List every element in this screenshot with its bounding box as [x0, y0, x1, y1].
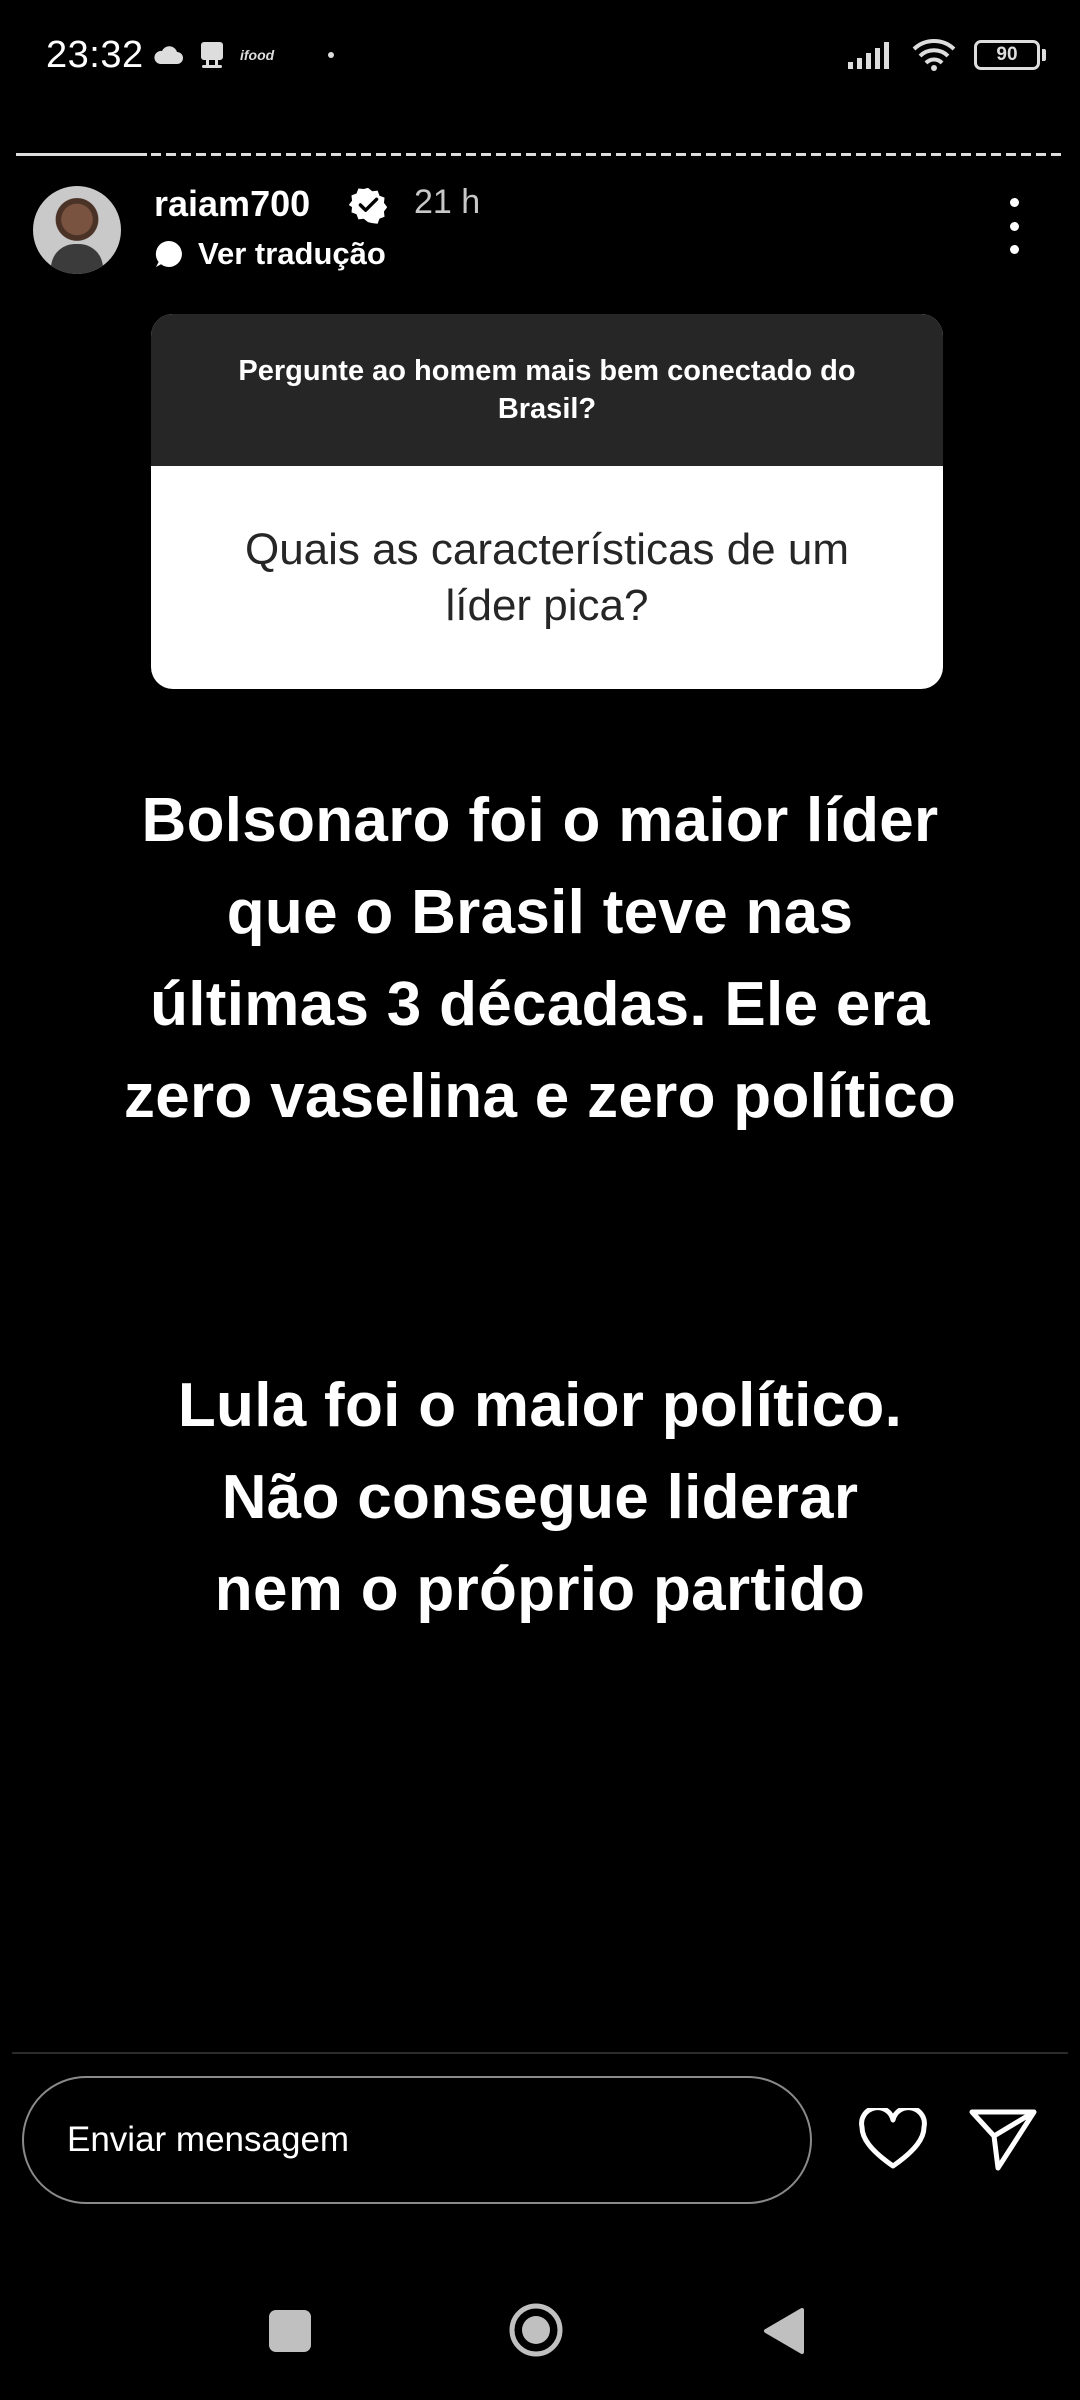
send-message-placeholder: Enviar mensagem	[67, 2120, 350, 2159]
heart-icon[interactable]	[858, 2108, 928, 2172]
more-options-icon[interactable]	[996, 198, 1032, 254]
story-progress-track	[16, 153, 1064, 156]
username[interactable]: raiam700	[154, 183, 311, 224]
status-system-icons	[846, 38, 1040, 72]
story-time: 21 h	[414, 183, 481, 221]
divider	[12, 2052, 1068, 2054]
see-translation-link[interactable]	[154, 236, 386, 272]
more-notifications-dot	[328, 52, 334, 58]
translate-bubble-icon	[154, 239, 184, 269]
question-sticker[interactable]	[151, 314, 943, 689]
question-text: Quais as características de um líder pica?	[244, 524, 849, 630]
signal-icon	[846, 40, 894, 70]
question-prompt: Pergunte ao homem mais bem conectado do Brasil?	[151, 314, 943, 466]
text-line: Bolsonaro foi o maior líder	[141, 786, 939, 855]
text-line: zero vaselina e zero político	[123, 1062, 957, 1131]
ifood-icon: ifood	[240, 47, 275, 63]
text-line: últimas 3 décadas. Ele era	[150, 970, 930, 1039]
recent-apps-button[interactable]	[269, 2310, 311, 2352]
wifi-icon	[912, 38, 956, 72]
see-translation-label: Ver tradução	[198, 236, 386, 271]
cloud-icon	[152, 44, 184, 66]
story-progress-fill	[16, 153, 147, 156]
delivery-app-icon	[198, 40, 226, 70]
story-text-paragraph-2	[0, 1360, 1080, 1636]
battery-level: 90	[996, 44, 1018, 65]
avatar[interactable]	[33, 186, 121, 274]
verified-badge-icon	[349, 186, 387, 224]
text-line: que o Brasil teve nas	[226, 878, 854, 947]
status-time: 23:32	[46, 34, 144, 76]
text-line: Não consegue liderar	[221, 1463, 859, 1532]
home-button[interactable]	[508, 2302, 564, 2358]
battery-icon	[974, 40, 1040, 70]
text-line: nem o próprio partido	[214, 1555, 866, 1624]
send-message-input[interactable]	[22, 2076, 812, 2204]
back-button[interactable]	[760, 2306, 806, 2356]
story-text-paragraph-1	[0, 775, 1080, 1143]
text-line: Lula foi o maior político.	[177, 1371, 903, 1440]
status-notification-icons	[152, 40, 334, 70]
send-icon[interactable]	[968, 2106, 1038, 2172]
